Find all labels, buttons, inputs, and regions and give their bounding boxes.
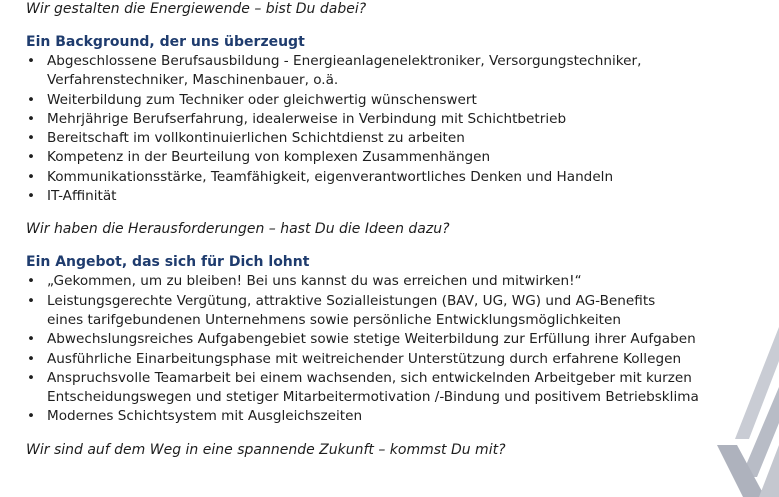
bullet-icon: • [27,188,36,205]
bullet-icon: • [27,149,36,166]
chevron-graphic-icon [707,327,779,497]
bullet-icon: • [27,91,36,108]
spacer [26,19,766,33]
list-item [26,148,766,167]
list-item [26,292,766,331]
list-item-text: Modernes Schichtsystem mit Ausgleichszeiten [47,408,363,425]
requirements-list [26,52,766,206]
list-item-text: Kompetenz in der Beurteilung von komplexen Zusammenhängen [47,149,491,166]
list-item-text: Abgeschlossene Berufsausbildung - Energieanlagenelektroniker, Versorgungstechniker, Verfahrenstechniker, Maschinenbauer, o.ä. [47,53,642,89]
list-item [26,330,766,349]
list-item-text: Leistungsgerechte Vergütung, attraktive Sozialleistungen (BAV, UG, WG) und AG-Benefits eines tarifgebundenen Unternehmens sowie persönliche Entwicklungsmöglichkeiten [47,292,656,328]
section-1-intro: Wir gestalten die Energiewende – bist Du dabei? [26,1,367,17]
list-item [26,129,766,148]
list-item [26,187,766,206]
list-item-text: Ausführliche Einarbeitungsphase mit weitreichender Unterstützung durch erfahrene Kollegen [47,350,682,367]
bullet-icon: • [27,331,36,348]
bullet-icon: • [27,273,36,290]
bullet-icon: • [27,110,36,127]
list-item-text: Mehrjährige Berufserfahrung, idealerweise in Verbindung mit Schichtbetrieb [47,110,567,127]
list-item-text: Bereitschaft im vollkontinuierlichen Schichtdienst zu arbeiten [47,130,465,147]
bullet-icon: • [27,350,36,367]
list-item-text: „Gekommen, um zu bleiben! Bei uns kannst du was erreichen und mitwirken!“ [47,273,582,290]
section-2-heading: Ein Angebot, das sich für Dich lohnt [26,254,310,271]
bullet-icon: • [27,168,36,185]
list-item-text: Anspruchsvolle Teamarbeit bei einem wachsenden, sich entwickelnden Arbeitgeber mit kurzen Entscheidungswegen und stetiger Mitarbeitermotivation /-Bindung und positivem Betriebsklima [47,369,699,406]
list-item [26,168,766,187]
bullet-icon: • [27,292,36,309]
bullet-icon: • [27,53,36,69]
list-item [26,369,766,408]
section-1-heading: Ein Background, der uns überzeugt [26,34,305,50]
list-item-text: IT-Affinität [47,188,117,205]
benefits-list [26,272,766,426]
bullet-icon: • [27,408,36,425]
list-item-text: Abwechslungsreiches Aufgabengebiet sowie stetige Weiterbildung zur Erfüllung ihrer Aufgaben [47,331,696,348]
spacer [26,427,766,441]
list-item-text: Weiterbildung zum Techniker oder gleichwertig wünschenswert [47,91,477,108]
bullet-icon: • [27,369,36,386]
list-item [26,110,766,129]
list-item [26,272,766,291]
spacer [26,206,766,220]
job-ad-document [26,0,766,460]
list-item [26,52,766,91]
bullet-icon: • [27,130,36,147]
spacer [26,239,766,253]
list-item [26,407,766,426]
list-item-text: Kommunikationsstärke, Teamfähigkeit, eigenverantwortliches Denken und Handeln [47,168,614,185]
list-item [26,350,766,369]
list-item [26,91,766,110]
section-2-intro: Wir haben die Herausforderungen – hast Du die Ideen dazu? [26,221,450,238]
closing-line: Wir sind auf dem Weg in eine spannende Zukunft – kommst Du mit? [26,441,506,458]
